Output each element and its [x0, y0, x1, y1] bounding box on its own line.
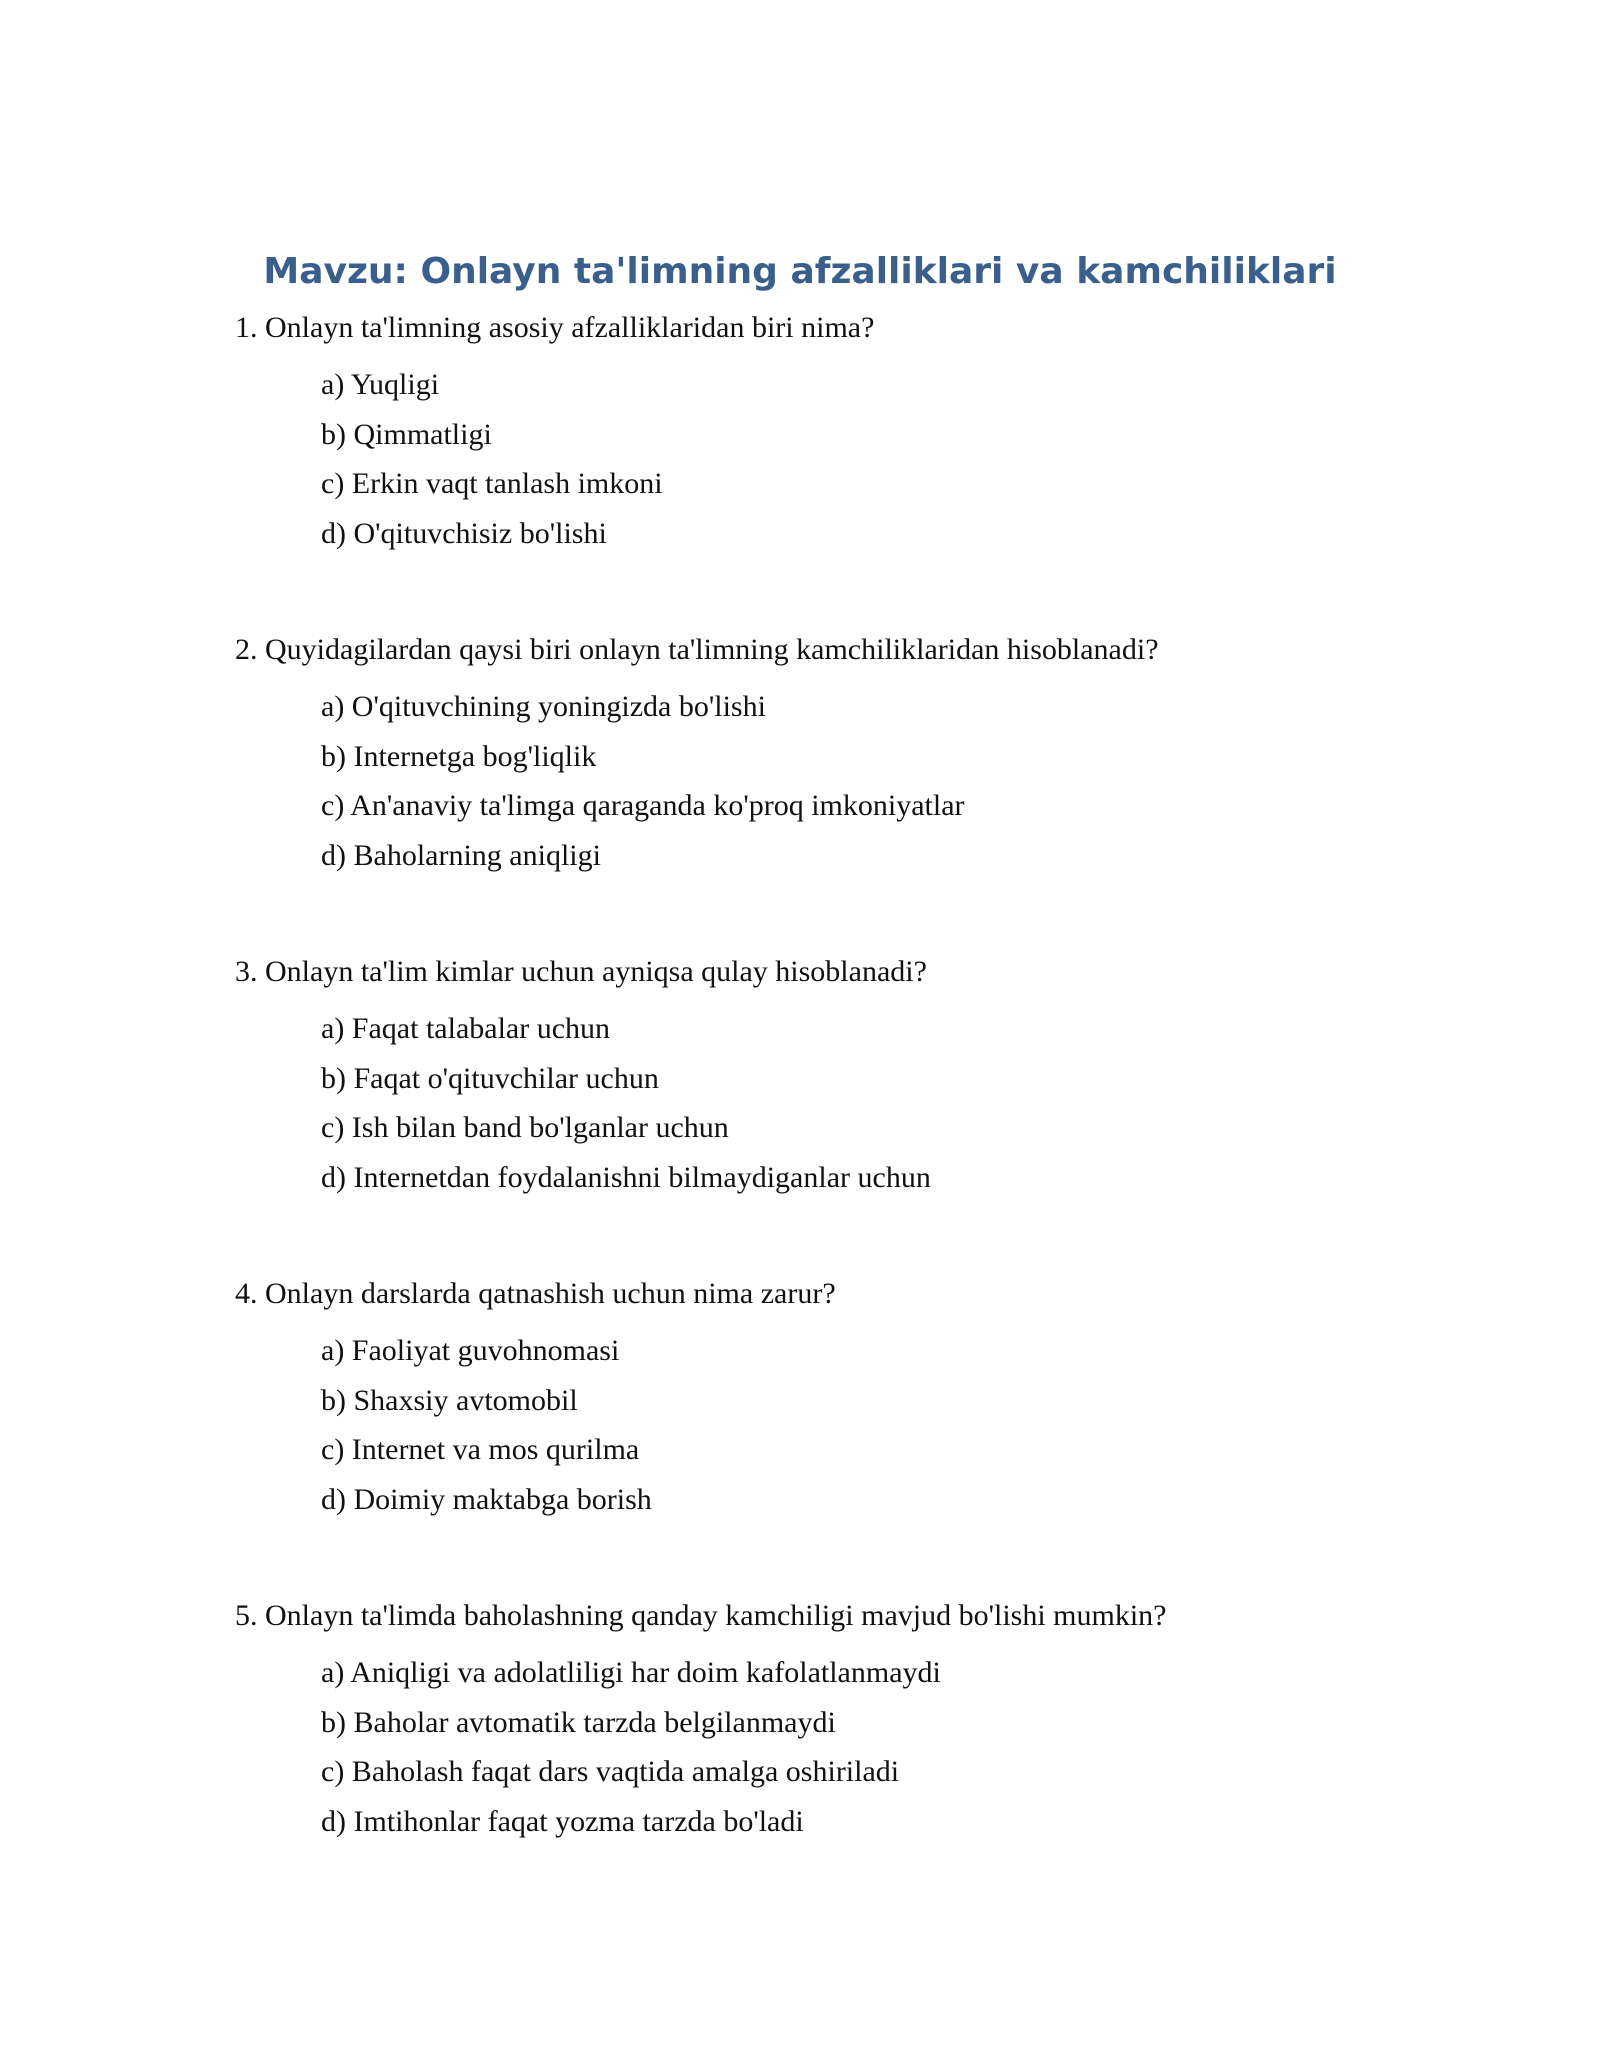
option-a: a) Faoliyat guvohnomasi — [321, 1334, 620, 1367]
option-list — [235, 1326, 1435, 1524]
option-c: c) Erkin vaqt tanlash imkoni — [321, 467, 663, 500]
option-b: b) Qimmatligi — [321, 417, 492, 451]
page-title: Mavzu: Onlayn ta'limning afzalliklari va kamchiliklari — [263, 251, 1337, 292]
option-a: a) O'qituvchining yoningizda bo'lishi — [321, 690, 766, 723]
option-d: d) Imtihonlar faqat yozma tarzda bo'ladi — [321, 1804, 804, 1838]
option-b: b) Internetga bog'liqlik — [321, 739, 597, 773]
option-a: a) Aniqligi va adolatliligi har doim kafolatlanmaydi — [321, 1656, 941, 1689]
question-2 — [235, 628, 1435, 880]
option-c: c) Internet va mos qurilma — [321, 1433, 640, 1466]
option-a: a) Faqat talabalar uchun — [321, 1012, 611, 1045]
option-d: d) Internetdan foydalanishni bilmaydiganlar uchun — [321, 1160, 931, 1194]
option-b: b) Baholar avtomatik tarzda belgilanmaydi — [321, 1705, 836, 1739]
option-list — [235, 360, 1435, 558]
question-5 — [235, 1594, 1435, 1846]
option-list — [235, 1648, 1435, 1846]
option-b: b) Faqat o'qituvchilar uchun — [321, 1061, 659, 1095]
question-text: 3. Onlayn ta'lim kimlar uchun ayniqsa qulay hisoblanadi? — [235, 955, 927, 988]
question-4 — [235, 1272, 1435, 1524]
question-text: 5. Onlayn ta'limda baholashning qanday kamchiligi mavjud bo'lishi mumkin? — [235, 1599, 1167, 1632]
option-c: c) An'anaviy ta'limga qaraganda ko'proq imkoniyatlar — [321, 789, 965, 822]
question-3 — [235, 950, 1435, 1202]
option-list — [235, 1004, 1435, 1202]
option-d: d) O'qituvchisiz bo'lishi — [321, 516, 607, 550]
question-text: 1. Onlayn ta'limning asosiy afzalliklaridan biri nima? — [235, 311, 875, 344]
option-c: c) Baholash faqat dars vaqtida amalga oshiriladi — [321, 1755, 900, 1788]
option-list — [235, 682, 1435, 880]
option-a: a) Yuqligi — [321, 368, 440, 401]
question-list — [235, 306, 1435, 1916]
option-c: c) Ish bilan band bo'lganlar uchun — [321, 1111, 729, 1144]
option-d: d) Doimiy maktabga borish — [321, 1482, 652, 1516]
question-1 — [235, 306, 1435, 558]
option-b: b) Shaxsiy avtomobil — [321, 1383, 578, 1417]
question-text: 2. Quyidagilardan qaysi biri onlayn ta'limning kamchiliklaridan hisoblanadi? — [235, 633, 1159, 666]
question-text: 4. Onlayn darslarda qatnashish uchun nima zarur? — [235, 1277, 836, 1310]
option-d: d) Baholarning aniqligi — [321, 838, 601, 872]
